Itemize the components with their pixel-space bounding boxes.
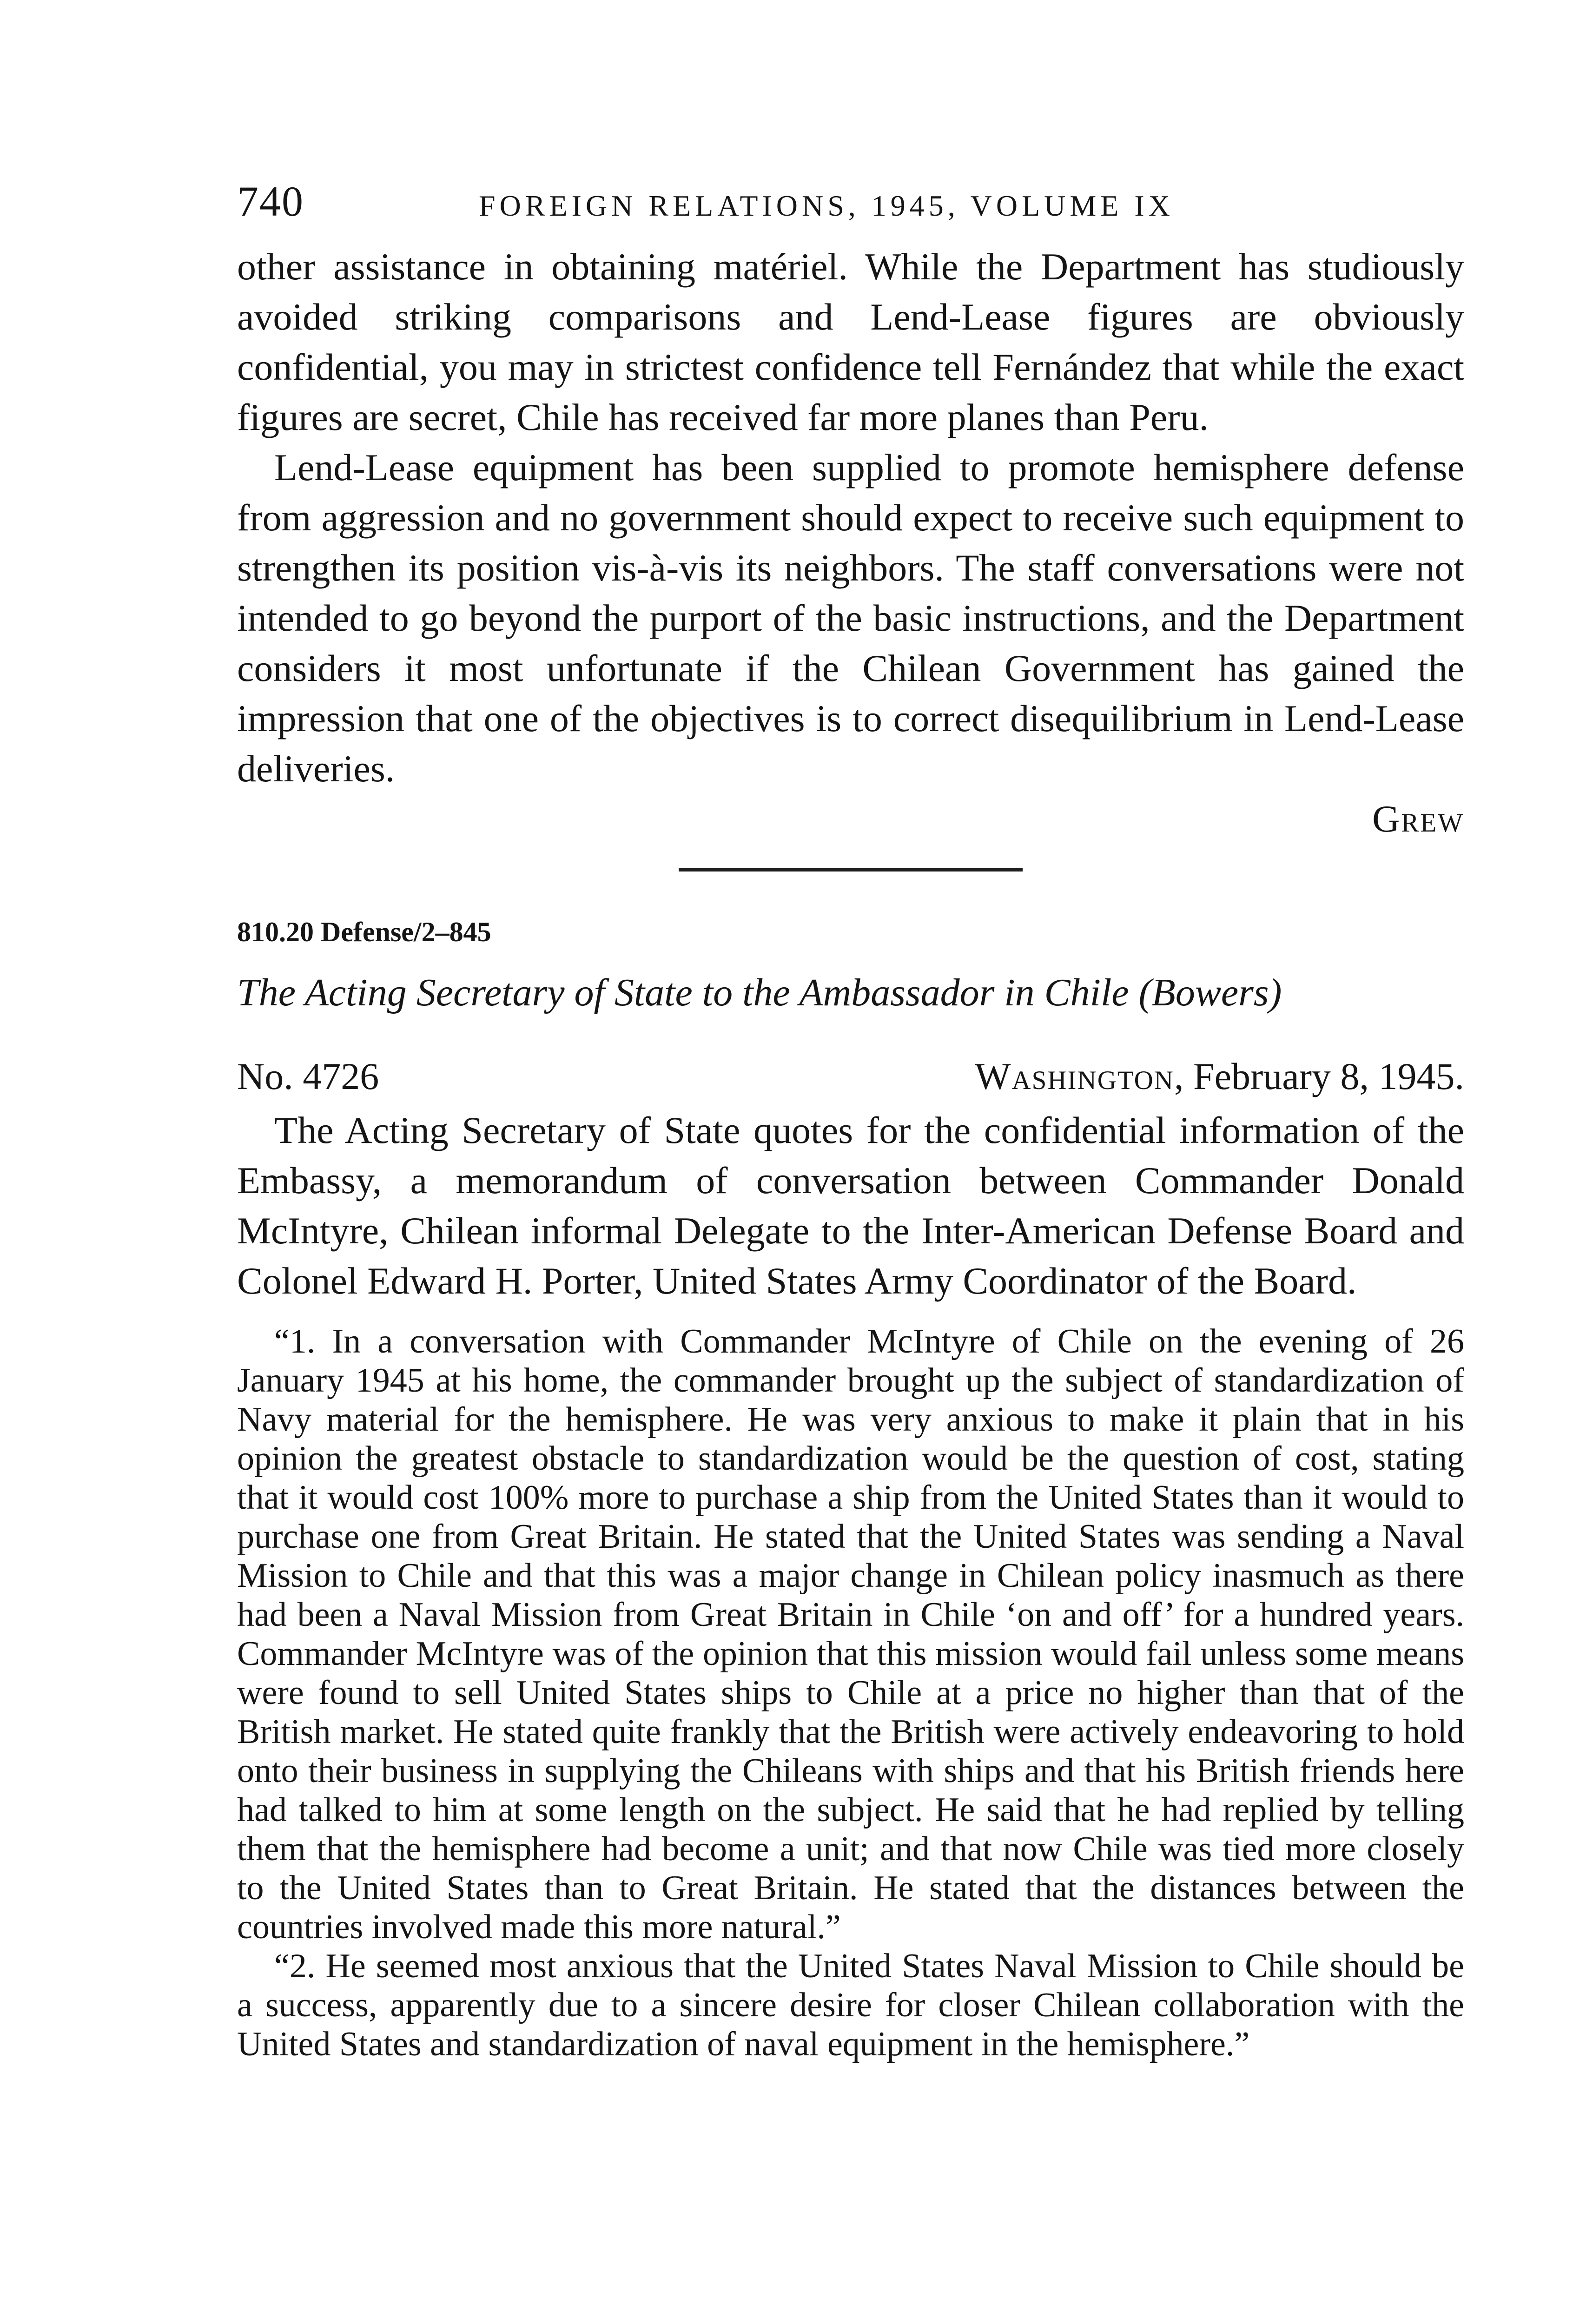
quoted-paragraph: “1. In a conversation with Commander McIntyre of Chile on the evening of 26 January 1945 at his home, the commander brought up the subject of standardization of Navy material for the hemisphere. He was very anxious to make it plain that in his opinion the greatest obstacle to standardization would be the question of cost, stating that it would cost 100% more to purchase a ship from the United States than it would to purchase one from Great Britain. He stated that the United States was sending a Naval Mission to Chile and that this was a major change in Chilean policy inasmuch as there had been a Naval Mission from Great Britain in Chile ‘on and off’ for a hundred years. Commander McIntyre was of the opinion that this mission would fail unless some means were found to sell United States ships to Chile at a price no higher than that of the British market. He stated quite frankly that the British were actively endeavoring to hold onto their business in supplying the Chileans with ships and that his British friends here had talked to him at some length on the subject. He said that he had replied by telling them that the hemisphere had become a unit; and that now Chile was tied more closely to the United States than to Great Britain. He stated that the distances between the countries involved made this more natural.” xyxy=(237,1322,1464,1946)
place: Washington xyxy=(975,1055,1174,1097)
document-title: The Acting Secretary of State to the Ambassador in Chile (Bowers) xyxy=(237,971,1282,1014)
signature: Grew xyxy=(1372,798,1464,840)
document-number: No. 4726 xyxy=(237,1055,379,1097)
date: February 8, 1945. xyxy=(1193,1055,1464,1097)
page-number: 740 xyxy=(237,178,304,225)
quoted-paragraph: “2. He seemed most anxious that the United States Naval Mission to Chile should be a success, apparently due to a sincere desire for closer Chilean collaboration with the United States and standardization of naval equipment in the hemisphere.” xyxy=(237,1947,1464,2063)
document-page xyxy=(237,177,1464,2064)
running-title: FOREIGN RELATIONS, 1945, VOLUME IX xyxy=(479,189,1174,222)
section-divider xyxy=(679,868,1023,872)
body-paragraph: Lend-Lease equipment has been supplied to promote hemisphere defense from aggression and no government should expect to receive such equipment to strengthen its position vis-à-vis its neighbors. The staff conversations were not intended to go beyond the purport of the basic instructions, and the Department considers it most unfortunate if the Chilean Government has gained the impression that one of the objectives is to correct disequilibrium in Lend-Lease deliveries. xyxy=(237,446,1464,790)
place-date: Washington, February 8, 1945. xyxy=(975,1055,1464,1097)
body-paragraph-continued: other assistance in obtaining matériel. While the Department has studiously avoided striking comparisons and Lend-Lease figures are obviously confidential, you may in strictest confidence tell Fernández that while the exact figures are secret, Chile has received far more planes than Peru. xyxy=(237,245,1464,438)
intro-paragraph: The Acting Secretary of State quotes for the confidential information of the Embassy, a memorandum of conversation between Commander Donald McIntyre, Chilean informal Delegate to the Inter-American Defense Board and Colonel Edward H. Porter, United States Army Coordinator of the Board. xyxy=(237,1109,1464,1302)
page-header xyxy=(237,177,1464,237)
dateline xyxy=(237,1051,1464,1102)
file-reference: 810.20 Defense/2–845 xyxy=(237,917,491,947)
